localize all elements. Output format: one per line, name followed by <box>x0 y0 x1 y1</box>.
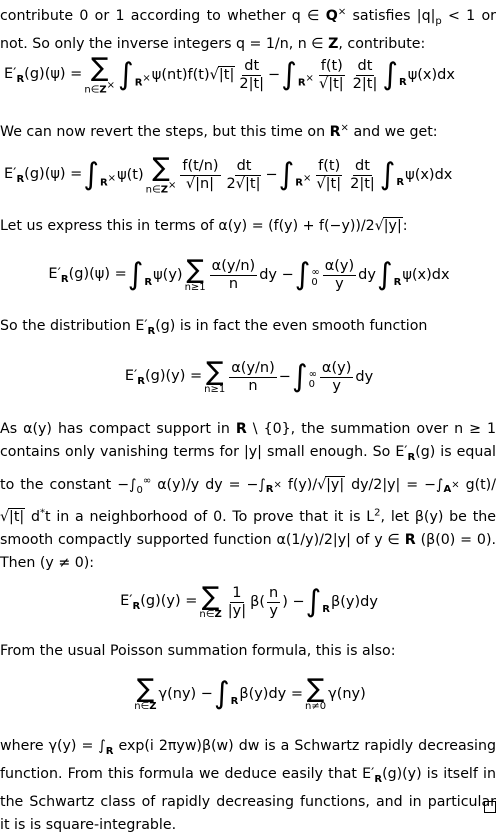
equation-5: $E'_R(g)(y)$ = ∑ n∈Z $\frac{1}{|y|}$ β( $\frac{n}{y}$ ) − ∫ R β(y)dy <box>120 582 378 620</box>
paragraph-3 <box>0 215 496 238</box>
equation-3: $E'_R(g)(\psi)$ = ∫ R ψ(y) ∑ n≥1 $\frac{\alpha(y/n)}{n}$ dy − ∫ ∞ 0 $\frac{\alpha(y)}{y}$ dy ∫ R ψ(x)dx <box>48 255 450 293</box>
p1-text: contribute 0 or 1 according to whether q ∈ Q× satisfies $|q|_p < 1$ or not. So only the inverse integers q = 1/n, n ∈ Z, contribute: <box>0 6 497 52</box>
paragraph-7 <box>0 735 496 837</box>
p2-text: We can now revert the steps, but this time on R× and we get: <box>0 122 438 140</box>
equation-6: ∑ n∈Z γ(ny) − ∫ R β(y)dy = ∑ n≠0 γ(ny) <box>134 674 366 712</box>
qed-square-icon <box>484 801 496 813</box>
paragraph-4 <box>0 315 496 343</box>
equation-1: $E'_R(g)(\psi)$ = ∑ n∈Z× ∫ R× ψ(nt)f(t)√|t| $\frac{dt}{2|t|}$ − ∫ R× $\frac{f(t)}{√|t|}$ $\frac{dt}{2|t|}$ ∫ R ψ(x)dx <box>4 52 455 96</box>
paragraph-1 <box>0 0 496 56</box>
p7-text: where $\gamma(y) = \int_R$ exp(i 2πyw)β(w) dw is a Schwartz rapidly decreasing function. From this formula we deduce easily that $E'_R(g)(y)$ is itself in the Schwartz class of rapidly decreasing functions, and in particular it is is square-integrable. <box>0 738 496 833</box>
paragraph-2 <box>0 116 496 144</box>
p3-text: Let us express this in terms of α(y) = (f(y) + f(−y))/2√|y|: <box>0 218 408 234</box>
paragraph-6 <box>0 640 496 663</box>
p4-text: So the distribution $E'_R(g)$ is in fact the even smooth function <box>0 318 428 337</box>
paragraph-5 <box>0 418 496 575</box>
equation-4: $E'_R(g)(y)$ = ∑ n≥1 $\frac{\alpha(y/n)}{n}$ − ∫ ∞ 0 $\frac{\alpha(y)}{y}$ dy <box>124 357 374 395</box>
equation-2: $E'_R(g)(\psi)$ = ∫ R× ψ(t) ∑ n∈Z× $\frac{f(t/n)}{√|n|}$ $\frac{dt}{2√|t|}$ − ∫ R× $\frac{f(t)}{√|t|}$ $\frac{dt}{2|t|}$ ∫ R ψ(x)dx <box>4 152 453 196</box>
p5-text: As α(y) has compact support in R \ {0}, the summation over n ≥ 1 contains only vanishing terms for |y| small enough. So $E'_R(g)$ is equal to the constant $-\int_0^\infty$ α(y)/y dy = $-\int_{R^\times}$ f(y)/√|y| $dy/2|y| = -\int_{A^\times}$ g(t)/√|t| d*t in a neighborhood of 0. To prove that it is $L^2$, let β(y) be the smooth compactly supported function α(1/y)/2|y| of y ∈ R (β(0) = 0). Then (y ≠ 0): <box>0 421 497 572</box>
p6-text: From the usual Poisson summation formula, this is also: <box>0 643 396 659</box>
